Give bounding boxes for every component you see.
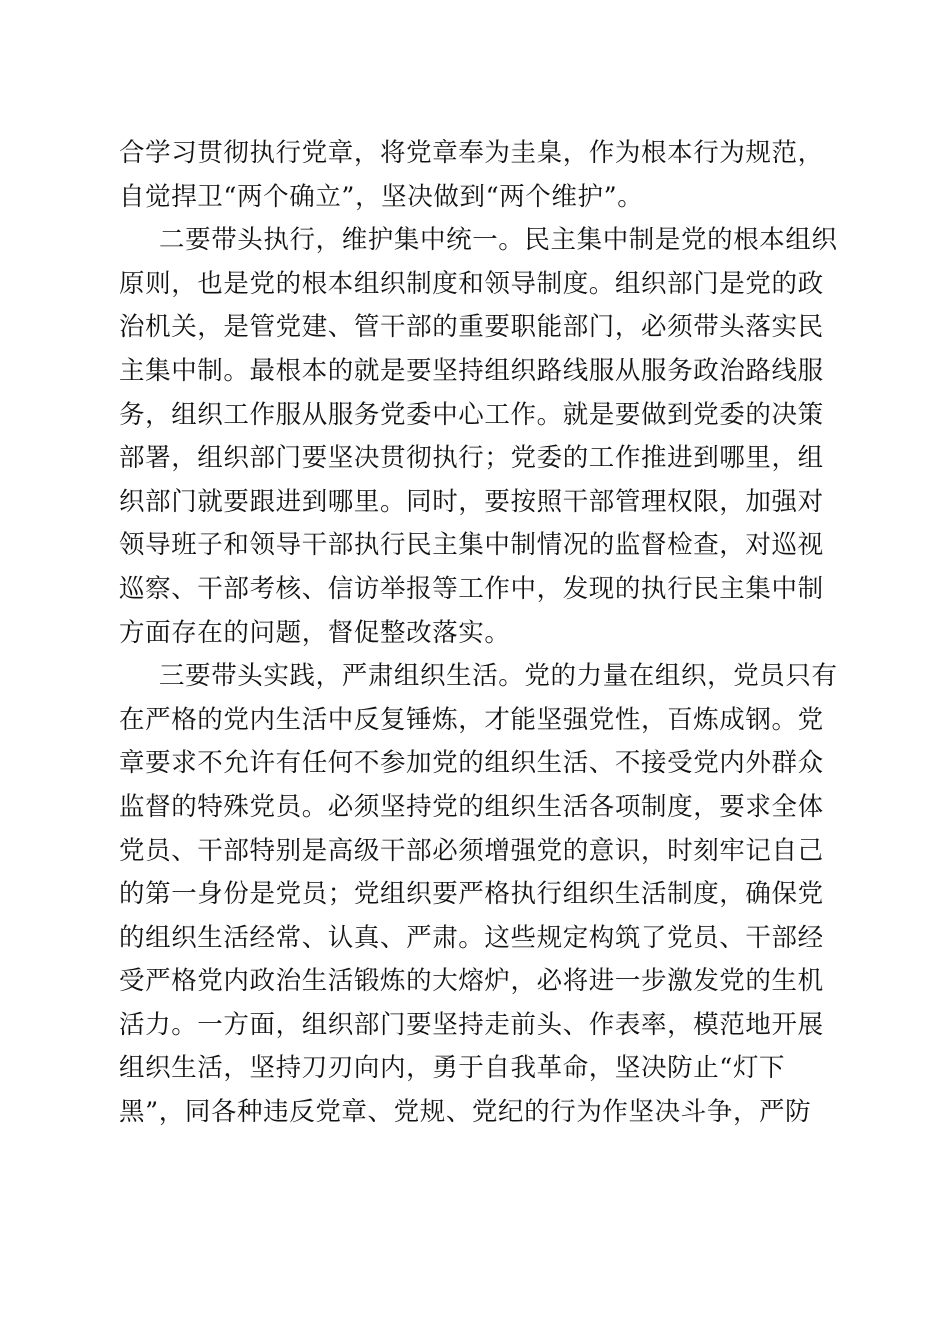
text-line: 合学习贯彻执行党章，将党章奉为圭臬，作为根本行为规范， xyxy=(119,138,824,168)
document-body xyxy=(119,132,838,1135)
text-line: 自觉捍卫“两个确立”，坚决做到“两个维护”。 xyxy=(119,181,644,212)
text-line: 二要带头执行，维护集中统一。民主集中制是党的根本组织 xyxy=(159,225,838,256)
text-line: 受严格党内政治生活锻炼的大熔炉，必将进一步激发党的生机 xyxy=(119,966,824,997)
paragraph-3 xyxy=(119,655,838,1135)
paragraph-2 xyxy=(119,219,838,655)
text-line: 治机关，是管党建、管干部的重要职能部门，必须带头落实民 xyxy=(119,312,824,343)
text-line: 的组织生活经常、认真、严肃。这些规定构筑了党员、干部经 xyxy=(119,922,824,953)
text-line: 部署，组织部门要坚决贯彻执行；党委的工作推进到哪里，组 xyxy=(119,443,824,474)
text-line: 监督的特殊党员。必须坚持党的组织生活各项制度，要求全体 xyxy=(119,791,824,822)
text-line: 巡察、干部考核、信访举报等工作中，发现的执行民主集中制 xyxy=(119,573,824,604)
text-line: 方面存在的问题，督促整改落实。 xyxy=(119,617,511,648)
text-line: 务，组织工作服从服务党委中心工作。就是要做到党委的决策 xyxy=(119,399,824,430)
text-line: 黑”，同各种违反党章、党规、党纪的行为作坚决斗争，严防 xyxy=(119,1097,812,1128)
text-line: 的第一身份是党员；党组织要严格执行组织生活制度，确保党 xyxy=(119,879,824,910)
text-line: 组织生活，坚持刀刃向内，勇于自我革命，坚决防止“灯下 xyxy=(119,1053,786,1084)
text-line: 活力。一方面，组织部门要坚持走前头、作表率，模范地开展 xyxy=(119,1009,824,1040)
text-line: 在严格的党内生活中反复锤炼，才能坚强党性，百炼成钢。党 xyxy=(119,704,824,735)
text-line: 主集中制。最根本的就是要坚持组织路线服从服务政治路线服 xyxy=(119,355,824,386)
text-line: 章要求不允许有任何不参加党的组织生活、不接受党内外群众 xyxy=(119,748,824,779)
paragraph-1 xyxy=(119,132,829,219)
text-line: 织部门就要跟进到哪里。同时，要按照干部管理权限，加强对 xyxy=(119,486,824,517)
text-line: 三要带头实践，严肃组织生活。党的力量在组织，党员只有 xyxy=(159,661,838,692)
text-line: 党员、干部特别是高级干部必须增强党的意识，时刻牢记自己 xyxy=(119,835,824,866)
text-line: 原则，也是党的根本组织制度和领导制度。组织部门是党的政 xyxy=(119,268,824,299)
text-line: 领导班子和领导干部执行民主集中制情况的监督检查，对巡视 xyxy=(119,530,824,561)
